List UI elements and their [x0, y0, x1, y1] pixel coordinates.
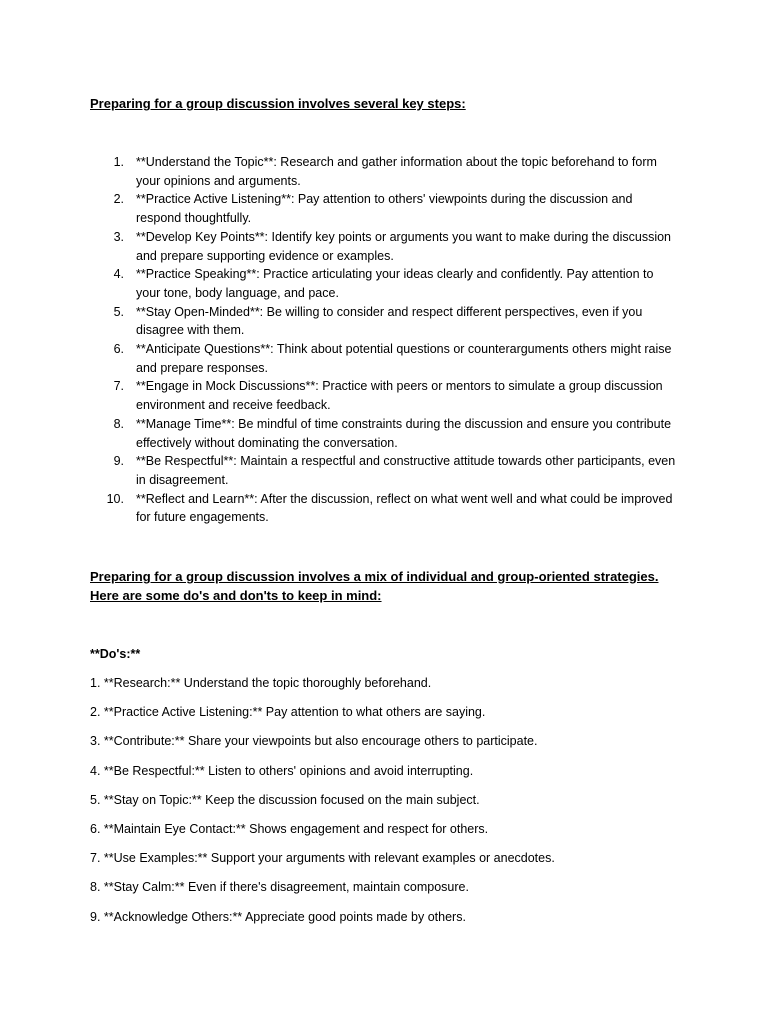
list-item: 2. **Practice Active Listening:** Pay attention to what others are saying.	[90, 705, 486, 720]
list-item: 7. **Use Examples:** Support your arguments with relevant examples or anecdotes.	[90, 851, 555, 866]
list-text: **Understand the Topic**: Research and gather information about the topic beforehand to form your opinions and arguments.	[136, 155, 657, 188]
list-item	[90, 415, 680, 452]
list-text: **Reflect and Learn**: After the discussion, reflect on what went well and what could be improved for future engagements.	[136, 491, 673, 525]
list-item: 3. **Contribute:** Share your viewpoints but also encourage others to participate.	[90, 734, 538, 749]
list-item	[90, 340, 680, 377]
list-text: **Manage Time**: Be mindful of time constraints during the discussion and ensure you contribute effectively without dominating the conversation.	[136, 416, 672, 450]
steps-list	[90, 153, 680, 527]
list-number: 1.	[113, 155, 124, 169]
list-number: 9.	[113, 454, 124, 469]
list-text: **Practice Active Listening**: Pay attention to others' viewpoints during the discussion and respond thoughtfully.	[136, 192, 633, 226]
list-number: 4.	[113, 267, 124, 282]
list-text: **Engage in Mock Discussions**: Practice with peers or mentors to simulate a group discussion environment and receive feedback.	[136, 379, 663, 413]
list-item	[90, 228, 680, 265]
list-text: **Stay Open-Minded**: Be willing to consider and respect different perspectives, even if you disagree with them.	[136, 304, 643, 338]
heading-dos-and-donts: Preparing for a group discussion involves a mix of individual and group-oriented strategies. Here are some do's and don'ts to keep in mind:	[90, 569, 659, 603]
list-item	[90, 265, 680, 302]
list-number: 5.	[113, 304, 124, 319]
heading-key-steps: Preparing for a group discussion involves several key steps:	[90, 96, 466, 111]
list-item: 8. **Stay Calm:** Even if there's disagreement, maintain composure.	[90, 880, 469, 895]
list-item: 5. **Stay on Topic:** Keep the discussion focused on the main subject.	[90, 792, 480, 807]
list-number: 2.	[113, 192, 124, 207]
dos-list	[90, 674, 690, 937]
list-item	[90, 303, 680, 340]
list-item	[90, 190, 680, 227]
list-number: 10.	[106, 491, 124, 506]
list-number: 6.	[113, 342, 124, 357]
list-item	[90, 452, 680, 489]
list-number: 7.	[113, 379, 124, 394]
dos-title: **Do's:**	[90, 647, 141, 661]
list-item	[90, 490, 680, 527]
list-text: **Anticipate Questions**: Think about potential questions or counterarguments others might raise and prepare responses.	[136, 342, 672, 375]
list-number: 3.	[113, 229, 124, 244]
list-item	[90, 377, 680, 414]
list-item: 6. **Maintain Eye Contact:** Shows engagement and respect for others.	[90, 821, 489, 836]
list-text: **Be Respectful**: Maintain a respectful and constructive attitude towards other participants, even in disagreement.	[136, 454, 676, 487]
list-item: 9. **Acknowledge Others:** Appreciate good points made by others.	[90, 909, 466, 924]
list-number: 8.	[113, 416, 124, 431]
list-item	[90, 153, 680, 190]
list-text: **Develop Key Points**: Identify key points or arguments you want to make during the discussion and prepare supporting evidence or examples.	[136, 229, 672, 263]
list-item: 4. **Be Respectful:** Listen to others' opinions and avoid interrupting.	[90, 763, 474, 778]
list-item: 1. **Research:** Understand the topic thoroughly beforehand.	[90, 676, 432, 690]
list-text: **Practice Speaking**: Practice articulating your ideas clearly and confidently. Pay attention to your tone, body language, and pace.	[136, 267, 654, 300]
